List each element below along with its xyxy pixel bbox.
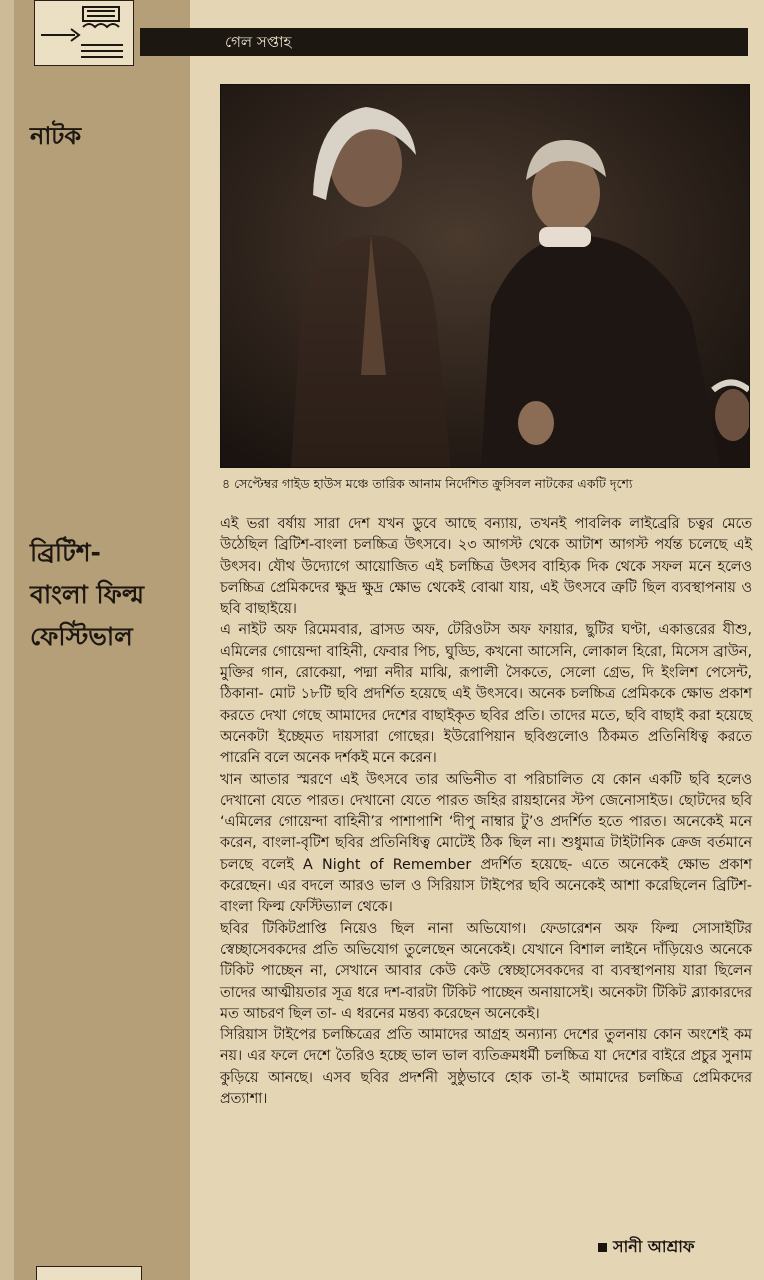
byline: [598, 1234, 695, 1261]
paragraph: এ নাইট অফ রিমেমবার, ব্রাসড অফ, টেরিওটস অফ ফায়ার, ছুটির ঘণ্টা, একাত্তরের যীশু, এমিলের গোয়েন্দা বাহিনী, ফেবার পিচ, ঘুড্ডি, কখনো আসেনি, লোকাল হিরো, মিসেস ব্রাউন, মুক্তির গান, রোকেয়া, পদ্মা নদীর মাঝি, রূপালী সৈকতে, সেলো গ্রেভ, দি ইংলিশ পেসেন্ট, ঠিকানা- মোট ১৮টি ছবি প্রদর্শিত হয়েছে এই উৎসবে। অনেক চলচ্চিত্র প্রেমিককে ক্ষোভ প্রকাশ করতে দেখা গেছে আমাদের দেশের বাছাইকৃত ছবির প্রতি। তাদের মতে, ছবি বাছাই করা হয়েছে অনেকটা ইচ্ছেমত দায়সারা গোছের। ইউরোপিয়ান ছবিগুলোও ঠিকমত প্রতিনিধিত্ব করতে পারেনি বলে অনেক দর্শকই মনে করেন।: [220, 622, 752, 767]
author-name: সানী আশ্রাফ: [613, 1237, 695, 1256]
footer-tab: [36, 1266, 142, 1280]
square-bullet-icon: [598, 1243, 607, 1252]
title-line-3: ফেস্টিভাল: [30, 622, 133, 651]
article-body: [220, 514, 752, 1110]
hand-pointer-icon: [35, 1, 133, 65]
title-line-1: ব্রিটিশ-: [30, 538, 101, 567]
page-edge: [0, 0, 14, 1280]
paragraph: খান আতার স্মরণে এই উৎসবে তার অভিনীত বা পরিচালিত যে কোন একটি ছবি হলেও দেখানো যেতে পারত। দেখানো যেতে পারত জহির রায়হানের স্টপ জেনোসাইড। ছোটদের ছবি ‘এমিলের গোয়েন্দা বাহিনী’র পাশাপাশি ‘দীপু নাম্বার টু’ও প্রদর্শিত হতে পারত। অনেকেই মনে করেন, বাংলা-বৃটিশ ছবির প্রতিনিধিত্ব মোটেই ঠিক ছিল না। শুধুমাত্র টাইটানিক ক্রেজ বর্তমানে চলছে বলেই A Night of Remember প্রদর্শিত হয়েছে- এতে অনেকেই ক্ষোভ প্রকাশ করেছেন। এর বদলে আরও ভাল ও সিরিয়াস টাইপের ছবি অনেকেই আশা করেছিলেন ব্রিটিশ-বাংলা ফিল্ম ফেস্টিভ্যাল থেকে।: [220, 771, 752, 916]
paragraph: সিরিয়াস টাইপের চলচ্চিত্রের প্রতি আমাদের আগ্রহ অন্যান্য দেশের তুলনায় কোন অংশেই কম নয়। এর ফলে দেশে তৈরিও হচ্ছে ভাল ভাল ব্যতিক্রমধর্মী চলচ্চিত্র যা দেশের বাইরে প্রচুর সুনাম কুড়িয়ে আনছে। এসব ছবির প্রদর্শনী সুষ্ঠুভাবে হোক তা-ই আমাদের চলচ্চিত্র প্রেমিকদের প্রত্যাশা।: [220, 1027, 753, 1108]
title-line-2: বাংলা ফিল্ম: [30, 580, 145, 609]
stage-scene-photo: [221, 85, 750, 468]
article-photo: [220, 84, 750, 468]
article-title: [30, 532, 190, 658]
photo-caption: ৪ সেপ্টেম্বর গাইড হাউস মঞ্চে তারিক আনাম নির্দেশিত ক্রুসিবল নাটকের একটি দৃশ্যে: [222, 476, 633, 491]
section-logo: [34, 0, 134, 66]
section-header-label: গেল সপ্তাহ: [225, 33, 292, 51]
paragraph: এই ভরা বর্ষায় সারা দেশ যখন ডুবে আছে বন্যায়, তখনই পাবলিক লাইব্রেরি চত্বর মেতে উঠেছিল ব্রিটিশ-বাংলা চলচ্চিত্র উৎসবে। ২৩ আগস্ট থেকে আটাশ আগস্ট পর্যন্ত চলেছে এই উৎসব। যৌথ উদ্যোগে আয়োজিত এই চলচ্চিত্র উৎসব বাহ্যিক দিক থেকে সফল মনে হলেও চলচ্চিত্র প্রেমিকদের ক্ষুদ্র ক্ষুদ্র ক্ষোভ থেকেই বোঝা যায়, এই উৎসবে ত্রুটি ছিল ব্যবস্থাপনায় ও ছবি বাছাইয়ে।: [220, 516, 752, 618]
section-label: নাটক: [30, 122, 82, 150]
paragraph: ছবির টিকিটপ্রাপ্তি নিয়েও ছিল নানা অভিযোগ। ফেডারেশন অফ ফিল্ম সোসাইটির স্বেচ্ছাসেবকদের প্রতি অভিযোগ তুলেছেন অনেকেই। যেখানে বিশাল লাইনে দাঁড়িয়েও অনেকে টিকিট পাচ্ছেন না, সেখানে আবার কেউ কেউ স্বেচ্ছাসেবকদের বা ব্যবস্থাপনায় যারা ছিলেন তাদের আত্মীয়তার সূত্র ধরে দশ-বারটা টিকিট পাচ্ছেন অনায়াসেই। অনেকটা টিকিট ব্ল্যাকারদের মত আচরণ ছিল তা- এ ধরনের মন্তব্য করেছেন অনেকেই।: [220, 920, 752, 1022]
